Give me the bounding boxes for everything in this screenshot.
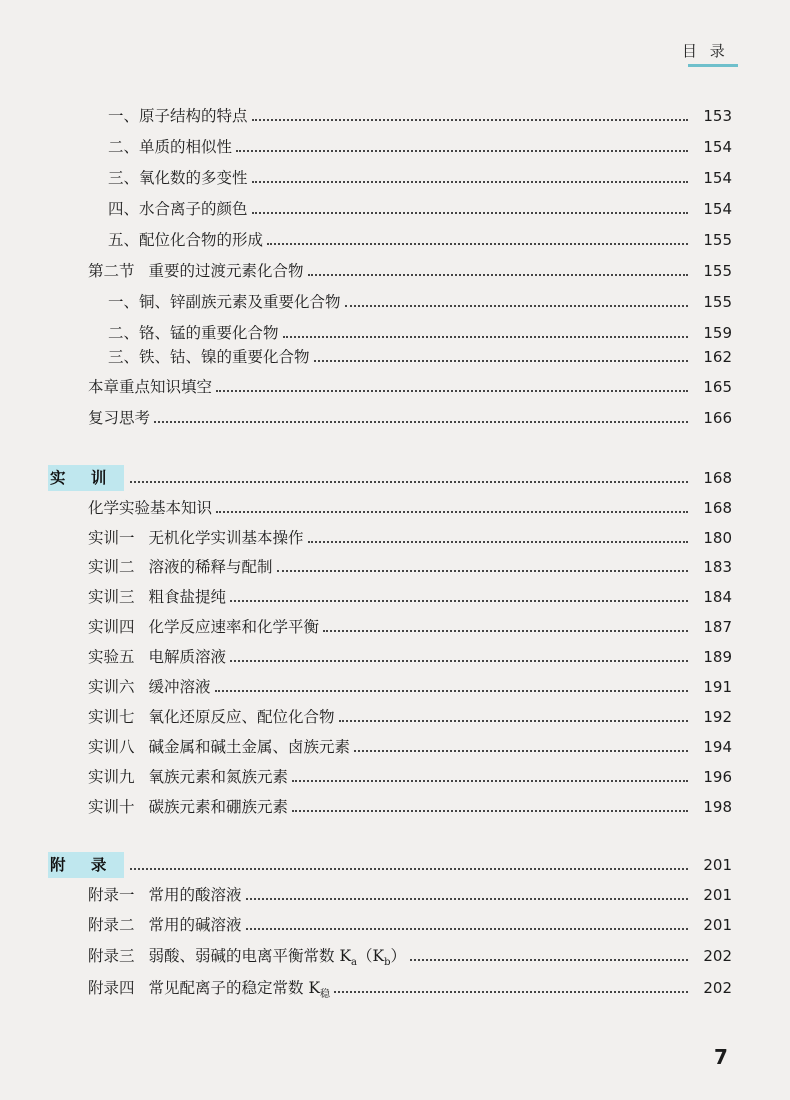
toc-entry-title: 溶液的稀释与配制 (148, 558, 273, 576)
toc-entry-title: 三、氧化数的多变性 (108, 169, 248, 187)
header-title: 目 录 (682, 42, 729, 60)
subscript: 稳 (320, 989, 331, 1001)
leader-dots (283, 322, 688, 338)
toc-entry-title: 化学实验基本知识 (88, 499, 213, 517)
toc-entry-title: 粗食盐提纯 (148, 588, 227, 606)
toc-entry-title (149, 942, 407, 977)
leader-dots (215, 676, 688, 692)
toc-entry-page: 153 (703, 107, 732, 125)
toc-entry (88, 257, 732, 285)
leader-dots (334, 977, 688, 993)
toc-entry (88, 974, 732, 1002)
leader-dots (252, 167, 688, 183)
toc-section-heading (48, 464, 732, 492)
toc-entry (88, 524, 732, 552)
toc-entry-page: 154 (703, 200, 732, 218)
toc-entry-page: 154 (703, 138, 732, 156)
toc-entry (88, 703, 732, 731)
leader-dots (246, 884, 688, 900)
toc-entry-page: 202 (703, 947, 732, 965)
toc-entry-page: 165 (703, 378, 732, 396)
toc-entry-page: 194 (703, 738, 732, 756)
toc-entry (108, 226, 732, 254)
leader-dots (130, 467, 688, 483)
toc-entry-title-mid: （K (357, 947, 385, 965)
toc-entry-title-tail: ） (390, 947, 407, 965)
leader-dots (246, 914, 688, 930)
toc-entry (88, 643, 732, 671)
toc-entry-title: 五、配位化合物的形成 (108, 231, 264, 249)
leader-dots (230, 586, 688, 602)
leader-dots (308, 260, 688, 276)
leader-dots (277, 556, 688, 572)
toc-entry (88, 613, 732, 641)
toc-entry-label: 实训三 (88, 588, 135, 606)
toc-entry-label: 实训四 (88, 618, 135, 636)
toc-entry-label: 实训一 (88, 529, 135, 547)
toc-entry-title (149, 974, 331, 1009)
toc-entry-page: 155 (703, 231, 732, 249)
toc-entry-title: 常用的酸溶液 (148, 886, 242, 904)
leader-dots (236, 136, 688, 152)
toc-entry-title: 本章重点知识填空 (88, 378, 213, 396)
leader-dots (252, 198, 688, 214)
toc-entry-page: 159 (703, 324, 732, 342)
toc-entry-label: 实训二 (88, 558, 135, 576)
toc-entry-title: 碳族元素和硼族元素 (148, 798, 289, 816)
toc-entry (88, 373, 732, 401)
header-underline (688, 64, 738, 67)
toc-entry-label: 实训八 (88, 738, 135, 756)
subscript: b (384, 957, 391, 969)
toc-entry-page: 184 (703, 588, 732, 606)
toc-entry-title: 三、铁、钴、镍的重要化合物 (108, 348, 310, 366)
toc-entry-title: 二、单质的相似性 (108, 138, 233, 156)
toc-entry-label: 附录四 (88, 979, 135, 997)
toc-entry (108, 164, 732, 192)
toc-entry-title: 一、原子结构的特点 (108, 107, 248, 125)
toc-entry-title: 重要的过渡元素化合物 (148, 262, 304, 280)
toc-entry (108, 102, 732, 130)
toc-entry-page: 155 (703, 262, 732, 280)
toc-entry (88, 583, 732, 611)
toc-entry-title: 复习思考 (88, 409, 151, 427)
leader-dots (410, 945, 688, 961)
toc-entry-page: 191 (703, 678, 732, 696)
leader-dots (314, 346, 688, 362)
toc-entry-page: 168 (703, 469, 732, 487)
toc-entry-title: 缓冲溶液 (148, 678, 211, 696)
toc-entry (88, 494, 732, 522)
toc-entry-page: 180 (703, 529, 732, 547)
toc-entry-page: 183 (703, 558, 732, 576)
toc-entry-title: 化学反应速率和化学平衡 (148, 618, 320, 636)
toc-entry (88, 673, 732, 701)
toc-entry (88, 553, 732, 581)
toc-entry-title: 四、水合离子的颜色 (108, 200, 248, 218)
toc-entry-page: 202 (703, 979, 732, 997)
toc-entry (108, 133, 732, 161)
toc-entry-title: 常用的碱溶液 (148, 916, 242, 934)
leader-dots (130, 854, 688, 870)
toc-entry (88, 404, 732, 432)
toc-entry-label: 实训六 (88, 678, 135, 696)
section-badge: 实 训 (48, 465, 124, 491)
leader-dots (230, 646, 688, 662)
toc-entry-title: 电解质溶液 (148, 648, 227, 666)
toc-entry (108, 195, 732, 223)
leader-dots (267, 229, 688, 245)
leader-dots (252, 105, 688, 121)
page-number: 7 (714, 1045, 728, 1069)
toc-entry-label: 第二节 (88, 262, 135, 280)
toc-entry (88, 733, 732, 761)
toc-entry-page: 168 (703, 499, 732, 517)
toc-entry-label: 实训七 (88, 708, 135, 726)
leader-dots (292, 796, 688, 812)
toc-entry-page: 196 (703, 768, 732, 786)
toc-entry-page: 155 (703, 293, 732, 311)
toc-entry (88, 763, 732, 791)
toc-entry-page: 201 (703, 916, 732, 934)
toc-entry-label: 附录三 (88, 947, 135, 965)
toc-entry (88, 911, 732, 939)
toc-entry (88, 942, 732, 970)
leader-dots (154, 407, 688, 423)
toc-entry (88, 793, 732, 821)
toc-section-heading (48, 851, 732, 879)
leader-dots (308, 527, 688, 543)
toc-entry-label: 附录二 (88, 916, 135, 934)
toc-entry-title: 一、铜、锌副族元素及重要化合物 (108, 293, 341, 311)
toc-entry-page: 201 (703, 886, 732, 904)
toc-entry (108, 288, 732, 316)
toc-entry-title-text: 弱酸、弱碱的电离平衡常数 K (148, 947, 352, 965)
toc-entry-title: 碱金属和碱土金属、卤族元素 (148, 738, 351, 756)
toc-entry-page: 189 (703, 648, 732, 666)
toc-entry-label: 实训十 (88, 798, 135, 816)
leader-dots (216, 497, 688, 513)
toc-entry (88, 881, 732, 909)
toc-entry-page: 154 (703, 169, 732, 187)
toc-entry-page: 187 (703, 618, 732, 636)
toc-entry-title: 二、铬、锰的重要化合物 (108, 324, 279, 342)
subscript: a (351, 957, 357, 969)
toc-entry-title-text: 常见配离子的稳定常数 K (148, 979, 321, 997)
toc-entry-page: 162 (703, 348, 732, 366)
leader-dots (216, 376, 688, 392)
section-badge: 附 录 (48, 852, 124, 878)
leader-dots (345, 291, 688, 307)
toc-entry-page: 166 (703, 409, 732, 427)
toc-entry-title: 无机化学实训基本操作 (148, 529, 304, 547)
toc-entry-title: 氧化还原反应、配位化合物 (148, 708, 335, 726)
leader-dots (354, 736, 688, 752)
toc-entry-title: 氧族元素和氮族元素 (148, 768, 289, 786)
leader-dots (323, 616, 688, 632)
toc-entry-label: 实训九 (88, 768, 135, 786)
toc-entry-page: 201 (703, 856, 732, 874)
leader-dots (339, 706, 688, 722)
toc-entry-label: 附录一 (88, 886, 135, 904)
toc-entry-page: 198 (703, 798, 732, 816)
toc-entry-page: 192 (703, 708, 732, 726)
toc-entry-label: 实验五 (88, 648, 135, 666)
toc-entry (108, 343, 732, 371)
leader-dots (292, 766, 688, 782)
